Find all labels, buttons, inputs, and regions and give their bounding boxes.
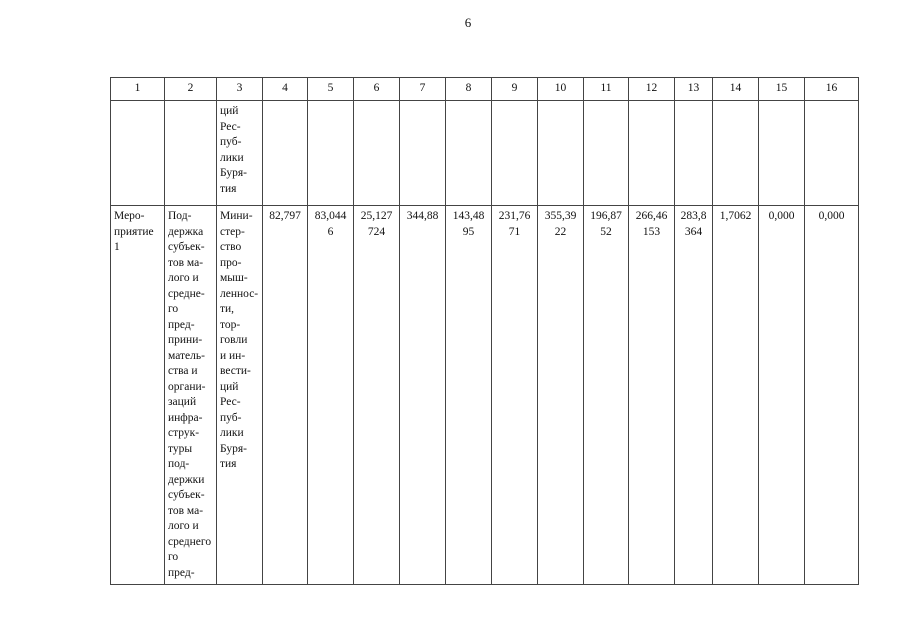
data-table: [110, 77, 859, 585]
text-line: инфра-: [168, 411, 203, 424]
text-line: 266,46: [635, 210, 668, 222]
text-line: 153: [642, 225, 661, 238]
text-line: говли: [220, 334, 248, 346]
text-line: тия: [220, 458, 237, 470]
header-cell-4: 4: [263, 78, 308, 101]
text-line: тор-: [220, 318, 241, 331]
text-line: ций: [220, 380, 239, 393]
text-line: среднего: [168, 535, 212, 548]
text-line: го: [168, 303, 179, 315]
continuation-empty-cell: [675, 101, 713, 206]
text-line: ти,: [220, 303, 235, 315]
header-cell-1: 1: [111, 78, 165, 101]
text-line: приятие: [114, 225, 154, 238]
text-line: тов ма-: [168, 256, 204, 269]
text-line: держка: [168, 225, 204, 238]
value-cell-col5: [308, 206, 354, 585]
text-line: под-: [168, 458, 190, 470]
text-line: держки: [168, 473, 205, 486]
value-cell-col14: [713, 206, 759, 585]
continuation-empty-cell: [308, 101, 354, 206]
text-line: 1: [114, 241, 120, 253]
header-cell-6: 6: [354, 78, 400, 101]
text-line: ций: [220, 105, 239, 117]
header-cell-7: 7: [400, 78, 446, 101]
text-line: лого и: [168, 520, 199, 532]
table-row-continuation: [111, 101, 859, 206]
header-cell-12: 12: [629, 78, 675, 101]
header-cell-9: 9: [492, 78, 538, 101]
text-line: лики: [220, 427, 244, 439]
text-line: 1,7062: [719, 210, 752, 222]
text-line: 231,76: [498, 210, 531, 222]
text-line: струк-: [168, 427, 200, 439]
header-cell-2: 2: [165, 78, 217, 101]
header-cell-8: 8: [446, 78, 492, 101]
event-description-cell: [165, 206, 217, 585]
text-line: 95: [462, 225, 475, 238]
continuation-empty-cell: [354, 101, 400, 206]
value-cell-col9: [492, 206, 538, 585]
text-line: ство: [220, 241, 242, 253]
text-line: Буря-: [220, 442, 247, 455]
value-cell-col7: [400, 206, 446, 585]
continuation-empty-cell: [713, 101, 759, 206]
text-line: 0,000: [768, 210, 795, 222]
text-line: туры: [168, 442, 193, 455]
value-cell-col11: [584, 206, 629, 585]
continuation-col2-cell: [165, 101, 217, 206]
text-line: 82,797: [269, 210, 301, 222]
text-line: тов ма-: [168, 504, 204, 517]
text-line: 355,39: [544, 210, 577, 222]
value-cell-col12: [629, 206, 675, 585]
value-cell-col6: [354, 206, 400, 585]
text-line: органи-: [168, 380, 206, 393]
text-line: Под-: [168, 210, 192, 222]
text-line: субъек-: [168, 241, 205, 253]
continuation-empty-cell: [538, 101, 584, 206]
header-cell-14: 14: [713, 78, 759, 101]
text-line: 724: [367, 225, 386, 238]
text-line: го: [168, 551, 179, 563]
text-line: заций: [168, 396, 197, 408]
text-line: Меро-: [114, 210, 145, 222]
text-line: 0,000: [818, 210, 845, 222]
header-cell-16: 16: [805, 78, 859, 101]
text-line: 283,8: [680, 210, 707, 222]
text-line: Рес-: [220, 396, 241, 408]
value-cell-col16: [805, 206, 859, 585]
text-line: пред-: [168, 566, 195, 579]
responsible-executor-cell: [217, 206, 263, 585]
page-number: 6: [464, 15, 472, 30]
text-line: и ин-: [220, 349, 246, 362]
text-line: пред-: [168, 318, 195, 331]
text-line: леннос-: [220, 287, 259, 300]
text-line: 71: [508, 225, 521, 238]
event-name-cell: [111, 206, 165, 585]
value-cell-col13: [675, 206, 713, 585]
text-line: субъек-: [168, 489, 205, 501]
text-line: 196,87: [590, 210, 622, 222]
text-line: Рес-: [220, 120, 241, 133]
header-cell-11: 11: [584, 78, 629, 101]
value-cell-col4: [263, 206, 308, 585]
continuation-empty-cell: [584, 101, 629, 206]
text-line: стер-: [220, 225, 245, 238]
table-header-row: [111, 78, 859, 101]
header-cell-15: 15: [759, 78, 805, 101]
text-line: 22: [554, 225, 567, 238]
text-line: вести-: [220, 365, 251, 377]
text-line: пуб-: [220, 411, 242, 424]
continuation-empty-cell: [805, 101, 859, 206]
text-line: мыш-: [220, 272, 248, 284]
continuation-col3-cell: [217, 101, 263, 206]
continuation-empty-cell: [446, 101, 492, 206]
text-line: матель-: [168, 349, 205, 362]
text-line: средне-: [168, 287, 205, 300]
continuation-col1-cell: [111, 101, 165, 206]
text-line: лики: [220, 151, 244, 164]
text-line: 6: [327, 225, 334, 238]
text-line: 52: [600, 225, 612, 238]
text-line: тия: [220, 182, 237, 195]
header-cell-13: 13: [675, 78, 713, 101]
continuation-empty-cell: [263, 101, 308, 206]
value-cell-col15: [759, 206, 805, 585]
text-line: 364: [684, 225, 703, 238]
text-line: Буря-: [220, 167, 247, 179]
text-line: 83,044: [314, 210, 347, 222]
value-cell-col10: [538, 206, 584, 585]
text-line: Мини-: [220, 210, 253, 222]
text-line: ства и: [168, 365, 198, 377]
text-line: 344,88: [406, 210, 439, 222]
header-cell-3: 3: [217, 78, 263, 101]
continuation-empty-cell: [759, 101, 805, 206]
header-cell-5: 5: [308, 78, 354, 101]
text-line: лого и: [168, 272, 199, 284]
text-line: прини-: [168, 334, 203, 346]
continuation-empty-cell: [400, 101, 446, 206]
continuation-empty-cell: [629, 101, 675, 206]
text-line: 25,127: [360, 210, 393, 222]
continuation-empty-cell: [492, 101, 538, 206]
text-line: 143,48: [452, 210, 485, 222]
table-row-event-1: [111, 206, 859, 585]
text-line: про-: [220, 256, 242, 269]
header-cell-10: 10: [538, 78, 584, 101]
text-line: пуб-: [220, 136, 242, 148]
value-cell-col8: [446, 206, 492, 585]
